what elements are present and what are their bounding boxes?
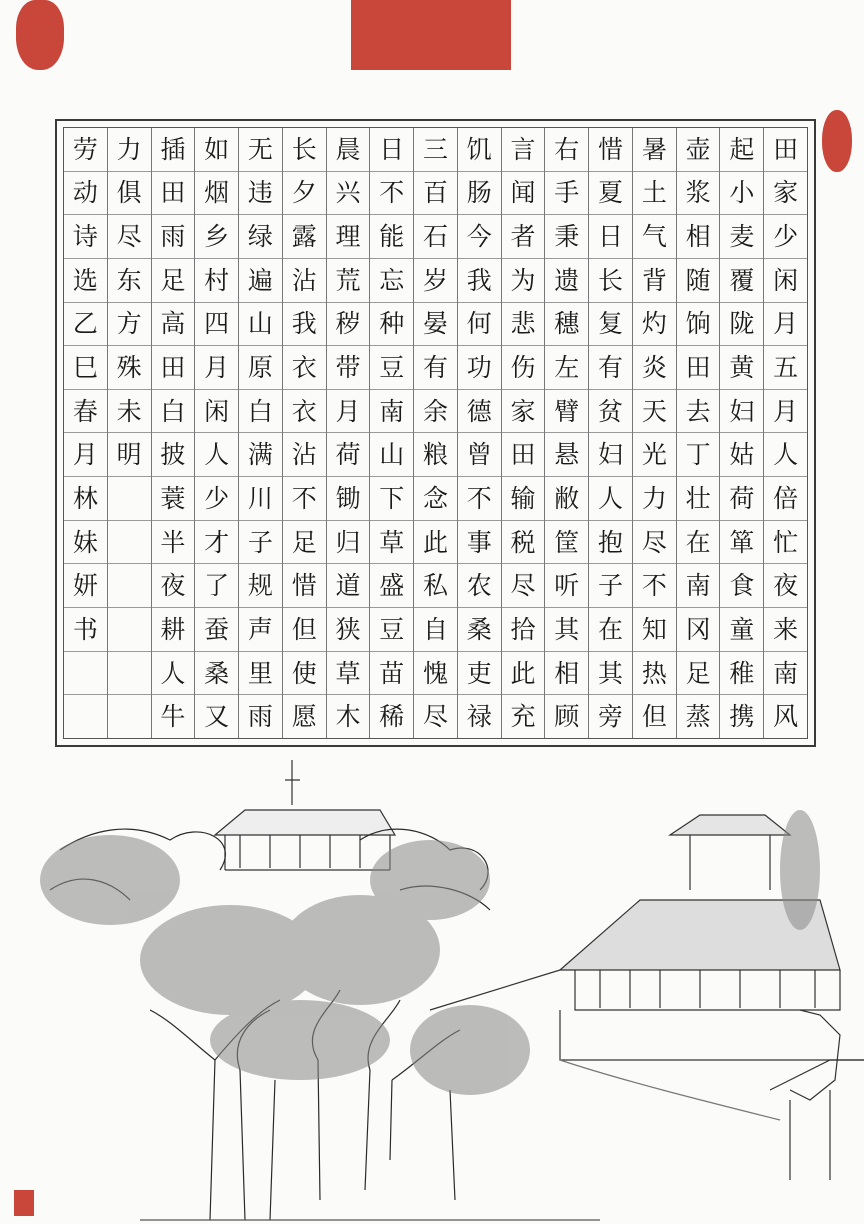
grid-cell: 白 xyxy=(152,390,195,434)
grid-cell: 殊 xyxy=(108,346,151,390)
grid-cell: 能 xyxy=(370,215,413,259)
grid-cell: 田 xyxy=(152,172,195,216)
grid-cell: 川 xyxy=(239,477,282,521)
grid-cell: 桑 xyxy=(195,652,238,696)
grid-cell xyxy=(108,477,151,521)
grid-cell: 有 xyxy=(589,346,632,390)
grid-cell: 秽 xyxy=(327,303,370,347)
grid-cell: 尽 xyxy=(422,702,448,732)
calligraphy-grid xyxy=(63,127,808,739)
grid-cell: 功 xyxy=(458,346,501,390)
grid-cell: 原 xyxy=(239,346,282,390)
grid-cell: 妍 xyxy=(64,564,107,608)
grid-cell: 了 xyxy=(195,564,238,608)
grid-cell: 岁 xyxy=(414,259,457,303)
grid-cell: 气 xyxy=(633,215,676,259)
grid-cell: 光 xyxy=(633,433,676,477)
grid-cell: 此 xyxy=(414,521,457,565)
grid-cell: 未 xyxy=(108,390,151,434)
grid-cell: 明 xyxy=(108,433,151,477)
grid-cell: 人 xyxy=(589,477,632,521)
grid-column xyxy=(457,128,501,738)
grid-cell: 但 xyxy=(283,608,326,652)
grid-cell: 盛 xyxy=(370,564,413,608)
grid-column xyxy=(719,128,763,738)
grid-cell: 陇 xyxy=(720,303,763,347)
grid-cell: 言 xyxy=(502,128,545,172)
grid-cell: 暑 xyxy=(633,128,676,172)
grid-cell: 曾 xyxy=(458,433,501,477)
grid-cell: 下 xyxy=(370,477,413,521)
grid-cell: 灼 xyxy=(633,303,676,347)
grid-cell: 悬 xyxy=(545,433,588,477)
grid-cell: 丁 xyxy=(677,433,720,477)
grid-cell: 拾 xyxy=(502,608,545,652)
grid-cell: 闲 xyxy=(764,259,807,303)
grid-cell: 长 xyxy=(589,259,632,303)
grid-cell xyxy=(64,695,107,738)
grid-cell xyxy=(108,695,151,738)
grid-cell: 今 xyxy=(458,215,501,259)
grid-cell: 归 xyxy=(327,521,370,565)
grid-cell: 我 xyxy=(283,303,326,347)
grid-cell: 荷 xyxy=(720,477,763,521)
grid-cell: 耕 xyxy=(152,608,195,652)
grid-cell: 雨 xyxy=(152,215,195,259)
grid-cell: 半 xyxy=(152,521,195,565)
grid-cell: 四 xyxy=(195,303,238,347)
grid-cell: 足 xyxy=(677,652,720,696)
grid-cell: 子 xyxy=(239,521,282,565)
grid-cell: 声 xyxy=(239,608,282,652)
grid-cell: 愿 xyxy=(291,702,317,732)
grid-column xyxy=(194,128,238,738)
grid-column xyxy=(326,128,370,738)
grid-cell: 田 xyxy=(764,128,807,172)
seal-top-left xyxy=(16,0,64,70)
grid-column xyxy=(763,128,807,738)
grid-cell: 余 xyxy=(414,390,457,434)
grid-cell: 其 xyxy=(589,652,632,696)
grid-cell: 巳 xyxy=(64,346,107,390)
grid-cell: 南 xyxy=(370,390,413,434)
grid-cell: 夕 xyxy=(283,172,326,216)
grid-cell: 乙 xyxy=(64,303,107,347)
grid-column xyxy=(238,128,282,738)
grid-cell: 三 xyxy=(414,128,457,172)
grid-cell: 少 xyxy=(195,477,238,521)
grid-cell: 相 xyxy=(677,215,720,259)
grid-cell: 晏 xyxy=(414,303,457,347)
grid-cell: 在 xyxy=(589,608,632,652)
grid-cell: 晨 xyxy=(327,128,370,172)
grid-cell: 惜 xyxy=(283,564,326,608)
grid-cell: 月 xyxy=(327,390,370,434)
grid-cell: 尽 xyxy=(502,564,545,608)
calligraphy-grid-frame xyxy=(55,119,816,747)
grid-cell: 白 xyxy=(239,390,282,434)
grid-cell: 忙 xyxy=(764,521,807,565)
grid-cell: 敝 xyxy=(545,477,588,521)
grid-cell: 童 xyxy=(720,608,763,652)
grid-cell: 带 xyxy=(327,346,370,390)
grid-cell: 家 xyxy=(502,390,545,434)
grid-cell: 妇 xyxy=(589,433,632,477)
grid-cell: 背 xyxy=(633,259,676,303)
grid-cell: 山 xyxy=(370,433,413,477)
grid-cell: 筐 xyxy=(545,521,588,565)
grid-cell: 去 xyxy=(677,390,720,434)
grid-cell: 牛 xyxy=(160,702,186,732)
grid-cell: 锄 xyxy=(327,477,370,521)
grid-cell: 豆 xyxy=(370,346,413,390)
grid-cell: 方 xyxy=(108,303,151,347)
grid-cell: 桑 xyxy=(458,608,501,652)
grid-cell: 夏 xyxy=(589,172,632,216)
grid-cell: 不 xyxy=(283,477,326,521)
grid-cell: 石 xyxy=(414,215,457,259)
grid-cell: 姑 xyxy=(720,433,763,477)
grid-cell: 蓑 xyxy=(152,477,195,521)
grid-cell: 百 xyxy=(414,172,457,216)
grid-cell: 随 xyxy=(677,259,720,303)
grid-cell: 月 xyxy=(764,303,807,347)
grid-cell xyxy=(64,652,107,696)
grid-cell: 又 xyxy=(204,702,230,732)
grid-cell: 秉 xyxy=(545,215,588,259)
grid-cell: 南 xyxy=(677,564,720,608)
grid-column xyxy=(588,128,632,738)
grid-cell: 复 xyxy=(589,303,632,347)
grid-cell: 日 xyxy=(370,128,413,172)
grid-cell: 悲 xyxy=(502,303,545,347)
grid-cell: 草 xyxy=(327,652,370,696)
grid-cell: 饷 xyxy=(677,303,720,347)
grid-cell: 衣 xyxy=(283,346,326,390)
grid-column xyxy=(544,128,588,738)
grid-cell: 臂 xyxy=(545,390,588,434)
grid-cell: 夜 xyxy=(152,564,195,608)
grid-cell: 书 xyxy=(64,608,107,652)
grid-cell: 子 xyxy=(589,564,632,608)
grid-cell xyxy=(108,652,151,696)
grid-column xyxy=(64,128,107,738)
grid-cell xyxy=(108,608,151,652)
grid-cell: 草 xyxy=(370,521,413,565)
grid-cell: 在 xyxy=(677,521,720,565)
grid-cell: 稀 xyxy=(379,702,405,732)
grid-cell: 何 xyxy=(458,303,501,347)
grid-cell: 自 xyxy=(414,608,457,652)
grid-cell: 人 xyxy=(764,433,807,477)
grid-cell: 木 xyxy=(335,702,361,732)
grid-column xyxy=(369,128,413,738)
grid-cell xyxy=(108,564,151,608)
grid-cell: 烟 xyxy=(195,172,238,216)
grid-cell: 东 xyxy=(108,259,151,303)
grid-cell: 兴 xyxy=(327,172,370,216)
grid-cell: 闻 xyxy=(502,172,545,216)
landscape-painting xyxy=(0,760,864,1224)
grid-cell: 忘 xyxy=(370,259,413,303)
grid-cell: 田 xyxy=(677,346,720,390)
grid-cell: 乡 xyxy=(195,215,238,259)
grid-cell: 伤 xyxy=(502,346,545,390)
grid-cell: 土 xyxy=(633,172,676,216)
grid-cell: 妹 xyxy=(64,521,107,565)
grid-cell: 闲 xyxy=(195,390,238,434)
grid-cell: 穗 xyxy=(545,303,588,347)
grid-cell: 壶 xyxy=(677,128,720,172)
grid-column xyxy=(632,128,676,738)
grid-cell: 风 xyxy=(773,702,799,732)
grid-cell: 来 xyxy=(764,608,807,652)
grid-cell: 箪 xyxy=(720,521,763,565)
grid-cell: 我 xyxy=(458,259,501,303)
grid-cell: 荷 xyxy=(327,433,370,477)
grid-cell: 充 xyxy=(510,702,536,732)
grid-column xyxy=(501,128,545,738)
grid-cell: 尽 xyxy=(633,521,676,565)
grid-cell xyxy=(108,521,151,565)
grid-cell: 饥 xyxy=(458,128,501,172)
grid-cell: 麦 xyxy=(720,215,763,259)
grid-cell: 足 xyxy=(152,259,195,303)
grid-cell: 左 xyxy=(545,346,588,390)
grid-cell: 不 xyxy=(458,477,501,521)
grid-cell: 惜 xyxy=(589,128,632,172)
grid-cell: 蚕 xyxy=(195,608,238,652)
grid-column xyxy=(282,128,326,738)
grid-cell: 妇 xyxy=(720,390,763,434)
grid-cell: 山 xyxy=(239,303,282,347)
grid-cell: 此 xyxy=(502,652,545,696)
grid-cell: 月 xyxy=(195,346,238,390)
grid-cell: 日 xyxy=(589,215,632,259)
grid-cell: 起 xyxy=(720,128,763,172)
grid-column xyxy=(107,128,151,738)
grid-cell: 沾 xyxy=(283,259,326,303)
grid-cell: 事 xyxy=(458,521,501,565)
grid-cell: 足 xyxy=(283,521,326,565)
grid-cell: 劳 xyxy=(64,128,107,172)
grid-cell: 倍 xyxy=(764,477,807,521)
grid-cell: 月 xyxy=(64,433,107,477)
grid-cell: 诗 xyxy=(64,215,107,259)
grid-column xyxy=(676,128,720,738)
grid-cell: 使 xyxy=(283,652,326,696)
grid-cell: 天 xyxy=(633,390,676,434)
grid-cell: 露 xyxy=(283,215,326,259)
grid-cell: 念 xyxy=(414,477,457,521)
grid-cell: 选 xyxy=(64,259,107,303)
grid-cell: 家 xyxy=(764,172,807,216)
grid-cell: 夜 xyxy=(764,564,807,608)
grid-cell: 尽 xyxy=(108,215,151,259)
grid-cell: 种 xyxy=(370,303,413,347)
grid-cell: 荒 xyxy=(327,259,370,303)
grid-cell: 抱 xyxy=(589,521,632,565)
grid-cell: 道 xyxy=(327,564,370,608)
grid-cell: 村 xyxy=(195,259,238,303)
grid-cell: 愧 xyxy=(414,652,457,696)
grid-column xyxy=(151,128,195,738)
grid-cell: 披 xyxy=(152,433,195,477)
left-pavilion xyxy=(215,760,395,870)
grid-cell: 贫 xyxy=(589,390,632,434)
grid-cell: 吏 xyxy=(458,652,501,696)
grid-cell: 田 xyxy=(152,346,195,390)
grid-cell: 动 xyxy=(64,172,107,216)
grid-cell: 黄 xyxy=(720,346,763,390)
grid-cell: 者 xyxy=(502,215,545,259)
grid-cell: 苗 xyxy=(370,652,413,696)
grid-cell: 五 xyxy=(764,346,807,390)
grid-cell: 不 xyxy=(633,564,676,608)
grid-cell: 田 xyxy=(502,433,545,477)
grid-cell: 里 xyxy=(239,652,282,696)
grid-cell: 相 xyxy=(545,652,588,696)
grid-cell: 右 xyxy=(545,128,588,172)
grid-cell: 满 xyxy=(239,433,282,477)
grid-cell: 豆 xyxy=(370,608,413,652)
grid-cell: 长 xyxy=(283,128,326,172)
grid-cell: 私 xyxy=(414,564,457,608)
grid-cell: 壮 xyxy=(677,477,720,521)
grid-cell: 才 xyxy=(195,521,238,565)
grid-cell: 插 xyxy=(152,128,195,172)
grid-cell: 携 xyxy=(729,702,755,732)
grid-cell: 食 xyxy=(720,564,763,608)
grid-cell: 林 xyxy=(64,477,107,521)
grid-cell: 少 xyxy=(764,215,807,259)
grid-cell: 肠 xyxy=(458,172,501,216)
grid-column xyxy=(413,128,457,738)
grid-cell: 蒸 xyxy=(685,702,711,732)
grid-cell: 沾 xyxy=(283,433,326,477)
seal-right xyxy=(822,110,852,172)
grid-cell: 无 xyxy=(239,128,282,172)
grid-cell: 其 xyxy=(545,608,588,652)
grid-cell: 顾 xyxy=(554,702,580,732)
grid-cell: 禄 xyxy=(466,702,492,732)
grid-cell: 税 xyxy=(502,521,545,565)
grid-cell: 狭 xyxy=(327,608,370,652)
grid-cell: 旁 xyxy=(598,702,624,732)
grid-cell: 知 xyxy=(633,608,676,652)
grid-cell: 衣 xyxy=(283,390,326,434)
grid-cell: 不 xyxy=(370,172,413,216)
grid-cell: 如 xyxy=(195,128,238,172)
grid-cell: 有 xyxy=(414,346,457,390)
grid-cell: 月 xyxy=(764,390,807,434)
grid-cell: 覆 xyxy=(720,259,763,303)
grid-cell: 雨 xyxy=(247,702,273,732)
grid-cell: 为 xyxy=(502,259,545,303)
grid-cell: 违 xyxy=(239,172,282,216)
grid-cell: 绿 xyxy=(239,215,282,259)
seal-top-center xyxy=(351,0,511,70)
grid-cell: 理 xyxy=(327,215,370,259)
grid-cell: 热 xyxy=(633,652,676,696)
grid-cell: 高 xyxy=(152,303,195,347)
grid-cell: 输 xyxy=(502,477,545,521)
grid-cell: 听 xyxy=(545,564,588,608)
grid-cell: 德 xyxy=(458,390,501,434)
grid-cell: 农 xyxy=(458,564,501,608)
grid-cell: 小 xyxy=(720,172,763,216)
grid-cell: 浆 xyxy=(677,172,720,216)
grid-cell: 俱 xyxy=(108,172,151,216)
grid-cell: 稚 xyxy=(720,652,763,696)
grid-cell: 粮 xyxy=(414,433,457,477)
grid-cell: 规 xyxy=(239,564,282,608)
grid-cell: 力 xyxy=(633,477,676,521)
grid-cell: 手 xyxy=(545,172,588,216)
grid-cell: 人 xyxy=(152,652,195,696)
grid-cell: 春 xyxy=(64,390,107,434)
grid-cell: 炎 xyxy=(633,346,676,390)
grid-cell: 但 xyxy=(641,702,667,732)
grid-cell: 人 xyxy=(195,433,238,477)
grid-cell: 遗 xyxy=(545,259,588,303)
grid-cell: 南 xyxy=(764,652,807,696)
grid-cell: 遍 xyxy=(239,259,282,303)
grid-cell: 冈 xyxy=(677,608,720,652)
grid-cell: 力 xyxy=(108,128,151,172)
